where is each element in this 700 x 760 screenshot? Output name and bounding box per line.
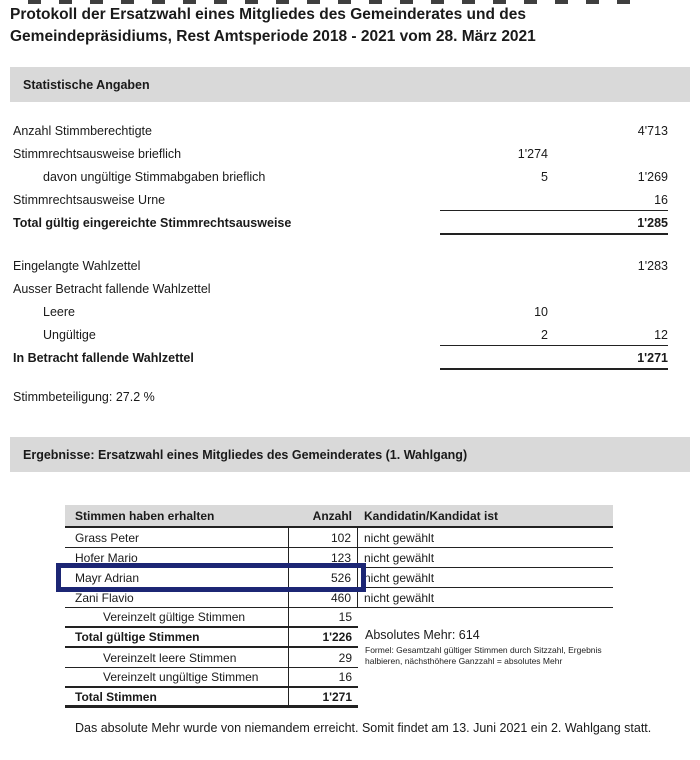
stat-row [13, 165, 668, 188]
vote-count: 29 [288, 648, 358, 667]
stat-row [13, 300, 668, 323]
statistics-block-ausweise [13, 119, 668, 234]
table-row-total [65, 688, 358, 708]
stat-value: 1'285 [637, 215, 668, 230]
vote-count: 102 [288, 528, 358, 547]
stat-label: Leere [43, 304, 75, 319]
stat-label: Total gültig eingereichte Stimmrechtsausweise [13, 215, 292, 230]
sum-line-thick [440, 368, 668, 370]
stat-value: 1'271 [637, 350, 668, 365]
stat-value: 1'269 [637, 169, 668, 184]
vote-count: 15 [288, 608, 358, 626]
vote-count: 16 [288, 668, 358, 686]
absolute-majority-value: Absolutes Mehr: 614 [365, 628, 480, 642]
stat-row [13, 188, 668, 211]
highlight-annotation-box [56, 563, 366, 592]
stat-row [13, 119, 668, 142]
stat-label: Anzahl Stimmberechtigte [13, 123, 152, 138]
stat-value: 4'713 [637, 123, 668, 138]
candidate-status: nicht gewählt [364, 530, 435, 545]
stat-label: Stimmrechtsausweise brieflich [13, 146, 182, 161]
table-row [65, 648, 358, 668]
vote-count: 1'226 [288, 628, 358, 646]
header-count: Anzahl [312, 508, 352, 523]
table-row-total [65, 628, 358, 648]
stat-label: davon ungültige Stimmabgaben brieflich [43, 169, 266, 184]
results-table [65, 505, 613, 708]
table-header-row [65, 505, 613, 528]
section-header-statistics-label: Statistische Angaben [23, 77, 150, 92]
header-status: Kandidatin/Kandidat ist [364, 508, 499, 523]
stat-row [13, 277, 668, 300]
stat-subvalue: 10 [534, 304, 548, 319]
absolute-majority-formula: Formel: Gesamtzahl gültiger Stimmen durch Sitzzahl, Ergebnis halbieren, nächsthöhere Ganzzahl = absolutes Mehr [365, 645, 602, 666]
stat-row [13, 254, 668, 277]
stat-row-total [13, 211, 668, 234]
stat-label: Ausser Betracht fallende Wahlzettel [13, 281, 211, 296]
stat-row [13, 142, 668, 165]
stat-row [13, 323, 668, 346]
stat-subvalue: 2 [541, 327, 548, 342]
vote-count: 526 [288, 568, 358, 587]
stat-label: Ungültige [43, 327, 96, 342]
candidate-status: nicht gewählt [364, 590, 435, 605]
stat-row-total [13, 346, 668, 369]
vote-count: 1'271 [288, 688, 358, 705]
stat-value: 16 [654, 192, 668, 207]
row-label: Total Stimmen [75, 689, 157, 704]
vote-count: 460 [288, 588, 358, 607]
stat-label: Eingelangte Wahlzettel [13, 258, 141, 273]
stat-label: Stimmrechtsausweise Urne [13, 192, 166, 207]
statistics-block-wahlzettel [13, 254, 668, 369]
footnote-text: Das absolute Mehr wurde von niemandem erreicht. Somit findet am 13. Juni 2021 ein 2. Wahlgang statt. [75, 721, 652, 735]
candidate-name: Zani Flavio [75, 590, 134, 605]
sum-line-thick [440, 233, 668, 235]
table-row [65, 608, 358, 628]
absolute-majority-note [365, 628, 637, 666]
candidate-status: nicht gewählt [364, 570, 435, 585]
row-label: Total gültige Stimmen [75, 630, 200, 644]
vote-count: 123 [288, 548, 358, 567]
stat-value: 1'283 [637, 258, 668, 273]
table-row [65, 528, 613, 548]
stat-value: 12 [654, 327, 668, 342]
section-header-statistics [10, 67, 690, 102]
candidate-name: Mayr Adrian [75, 570, 140, 585]
row-label: Vereinzelt gültige Stimmen [103, 610, 246, 624]
sum-line-thin [440, 210, 668, 211]
table-row [65, 668, 358, 688]
row-label: Vereinzelt ungültige Stimmen [103, 670, 259, 684]
row-label: Vereinzelt leere Stimmen [103, 650, 237, 665]
section-header-results [10, 437, 690, 472]
candidate-status: nicht gewählt [364, 550, 435, 565]
turnout-text: Stimmbeteiligung: 27.2 % [13, 390, 155, 404]
candidate-name: Hofer Mario [75, 550, 138, 565]
section-header-results-label: Ergebnisse: Ersatzwahl eines Mitgliedes des Gemeinderates (1. Wahlgang) [23, 447, 468, 462]
sum-line-thin [440, 345, 668, 346]
stat-subvalue: 5 [541, 169, 548, 184]
stat-label: In Betracht fallende Wahlzettel [13, 350, 194, 365]
candidate-name: Grass Peter [75, 530, 140, 545]
header-received: Stimmen haben erhalten [75, 508, 215, 523]
stat-subvalue: 1'274 [517, 146, 548, 161]
document-title: Protokoll der Ersatzwahl eines Mitgliedes des Gemeinderates und des Gemeindepräsidiums, Rest Amtsperiode 2018 - 2021 vom 28. März 2021 [10, 6, 536, 45]
